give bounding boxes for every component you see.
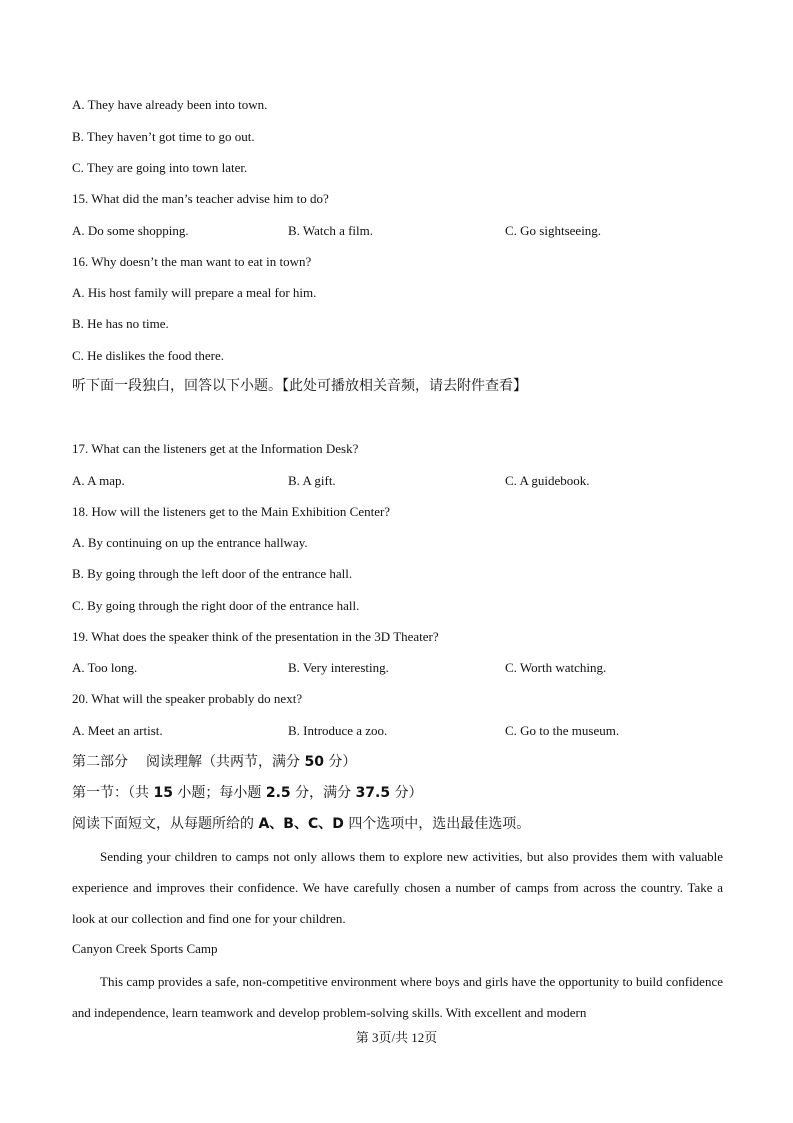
part2-title-score: 50 <box>304 754 324 770</box>
q16-option-a: A. His host family will prepare a meal for him. <box>72 285 317 300</box>
q19-options <box>72 660 732 676</box>
q17-option-c: C. A guidebook. <box>505 473 590 488</box>
camp1-title: Canyon Creek Sports Camp <box>72 941 218 956</box>
section1-count: 15 <box>153 785 173 801</box>
q15-option-b: B. Watch a film. <box>288 223 374 238</box>
q20-option-b: B. Introduce a zoo. <box>288 723 388 738</box>
passage-intro-text: Sending your children to camps not only allows them to explore new activities, but also provides them with valuable experience and improves their confidence. We have carefully chosen a number of camps from across the country. Take a look at our collection and find one for your children. <box>72 849 723 926</box>
part2-title-main: 阅读理解（共两节，满分 <box>146 754 300 770</box>
camp1-text: This camp provides a safe, non-competitive environment where boys and girls have the opportunity to build confidence and independence, learn teamwork and develop problem-solving skills. With excellent and modern <box>72 974 723 1020</box>
q20-option-c: C. Go to the museum. <box>505 723 620 738</box>
q19-option-a: A. Too long. <box>72 660 138 675</box>
q15-option-c: C. Go sightseeing. <box>505 223 602 238</box>
listening-instruction: 听下面一段独白，回答以下小题。【此处可播放相关音频，请去附件查看】 <box>72 378 527 394</box>
reading-instruction-letters: A、B、C、D <box>258 816 344 832</box>
q15-option-a: A. Do some shopping. <box>72 223 189 238</box>
q18-option-b: B. By going through the left door of the entrance hall. <box>72 566 353 581</box>
q16-option-c: C. He dislikes the food there. <box>72 348 224 363</box>
q18-question: 18. How will the listeners get to the Main Exhibition Center? <box>72 504 391 519</box>
part2-title-prefix: 第二部分 <box>72 754 128 770</box>
page-footer: 第 3页/共 12页 <box>355 1030 438 1045</box>
q20-option-a: A. Meet an artist. <box>72 723 163 738</box>
q15-options <box>72 223 732 239</box>
section1-each-score: 2.5 <box>265 785 291 801</box>
q14-option-b: B. They haven’t got time to go out. <box>72 129 255 144</box>
section1-text-b: 小题；每小题 <box>177 785 262 801</box>
q14-option-a: A. They have already been into town. <box>72 97 268 112</box>
q19-option-b: B. Very interesting. <box>288 660 389 675</box>
q18-option-c: C. By going through the right door of the entrance hall. <box>72 598 360 613</box>
part2-title <box>72 753 356 771</box>
reading-instruction-text-b: 四个选项中，选出最佳选项。 <box>348 816 531 832</box>
q18-option-a: A. By continuing on up the entrance hallway. <box>72 535 308 550</box>
part2-title-suffix: 分） <box>328 754 357 770</box>
reading-instruction <box>72 815 530 833</box>
q14-option-c: C. They are going into town later. <box>72 160 248 175</box>
q17-option-b: B. A gift. <box>288 473 336 488</box>
q16-question: 16. Why doesn’t the man want to eat in town? <box>72 254 312 269</box>
section1-text-d: 分） <box>394 785 423 801</box>
section1-text-a: 第一节：（共 <box>72 785 149 801</box>
camp1-paragraph <box>72 966 723 1028</box>
passage-intro <box>72 841 723 934</box>
section1-heading <box>72 784 423 802</box>
q16-option-b: B. He has no time. <box>72 316 169 331</box>
q20-options <box>72 723 732 739</box>
section1-total-score: 37.5 <box>355 785 391 801</box>
q19-question: 19. What does the speaker think of the presentation in the 3D Theater? <box>72 629 439 644</box>
q15-question: 15. What did the man’s teacher advise him to do? <box>72 191 329 206</box>
q19-option-c: C. Worth watching. <box>505 660 607 675</box>
q17-options <box>72 473 732 489</box>
reading-instruction-text-a: 阅读下面短文，从每题所给的 <box>72 816 254 832</box>
q20-question: 20. What will the speaker probably do next? <box>72 691 303 706</box>
section1-text-c: 分，满分 <box>295 785 352 801</box>
q17-question: 17. What can the listeners get at the Information Desk? <box>72 441 359 456</box>
q17-option-a: A. A map. <box>72 473 125 488</box>
